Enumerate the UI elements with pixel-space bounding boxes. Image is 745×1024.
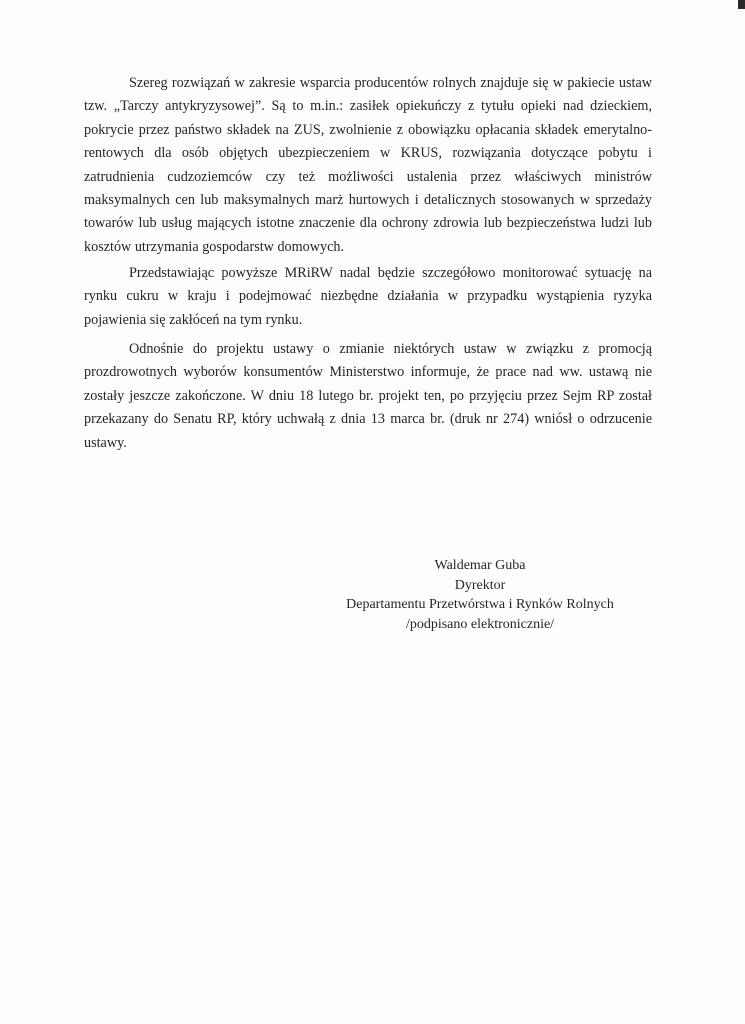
signatory-title: Dyrektor bbox=[454, 577, 506, 593]
paragraph-tarcza-antykryzysowa: Szereg rozwiązań w zakresie wsparcia producentów rolnych znajduje się w pakiecie ustaw tzw. „Tarczy antykryzysowej”. Są to m.in.: zasiłek opiekuńczy z tytułu opieki nad dzieckiem, pokrycie przez państwo składek na ZUS, zwolnienie z obowiązku opłacania składek emerytalno-rentowych dla osób objętych ubezpieczeniem w KRUS, rozwiązania dotyczące pobytu i zatrudnienia cudzoziemców czy też możliwości ustalenia przez właściwych ministrów maksymalnych cen lub maksymalnych marż hurtowych i detalicznych stosowanych w sprzedaży towarów lub usług mających istotne znaczenie dla ochrony zdrowia lub bezpieczeństwa ludzi lub kosztów utrzymania gospodarstw domowych. bbox=[84, 75, 652, 255]
paragraph-rynek-cukru: Przedstawiając powyższe MRiRW nadal będzie szczegółowo monitorować sytuację na rynku cukru w kraju i podejmować niezbędne działania w przypadku wystąpienia ryzyka pojawienia się zakłóceń na tym rynku. bbox=[84, 265, 652, 328]
scan-corner-mark bbox=[738, 0, 745, 9]
signature-block bbox=[330, 556, 630, 634]
electronic-signature-note: /podpisano elektronicznie/ bbox=[405, 616, 555, 632]
signatory-department: Departamentu Przetwórstwa i Rynków Rolnych bbox=[346, 597, 614, 612]
paragraph-projekt-ustawy: Odnośnie do projektu ustawy o zmianie niektórych ustaw w związku z promocją prozdrowotnych wyborów konsumentów Ministerstwo informuje, że prace nad ww. ustawą nie zostały jeszcze zakończone. W dniu 18 lutego br. projekt ten, po przyjęciu przez Sejm RP został przekazany do Senatu RP, który uchwałą z dnia 13 marca br. (druk nr 274) wniósł o odrzucenie ustawy. bbox=[84, 341, 652, 451]
signatory-name: Waldemar Guba bbox=[434, 558, 526, 573]
